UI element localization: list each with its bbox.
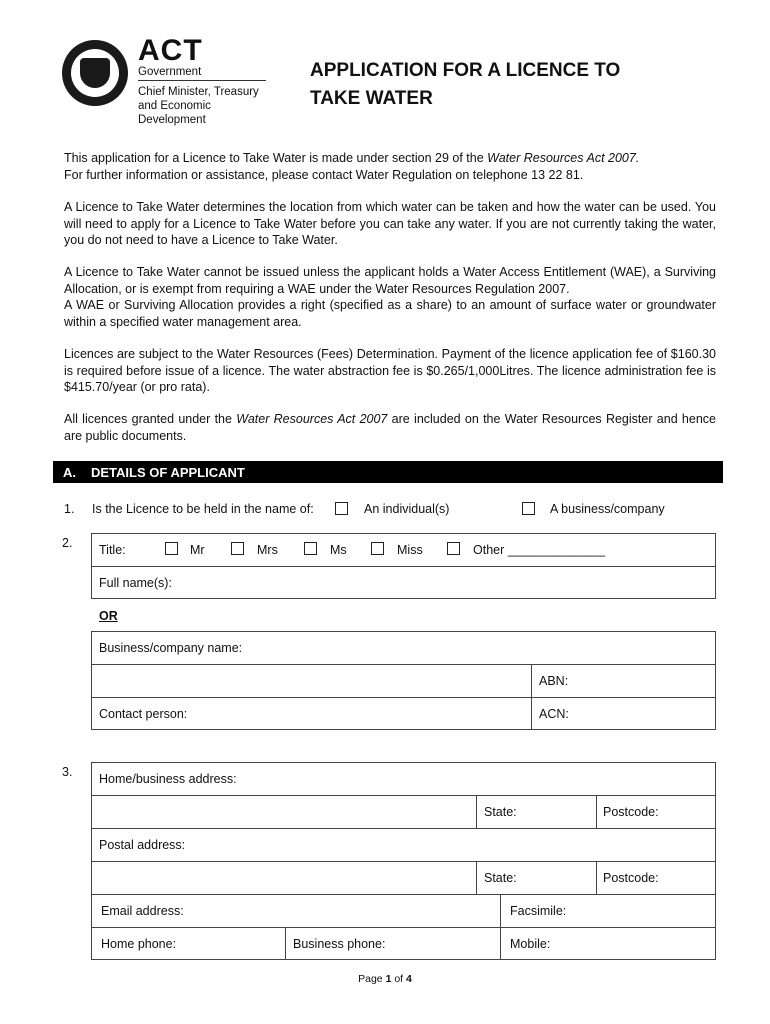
ms-label: Ms: [330, 543, 347, 557]
business-divider-2: [91, 697, 716, 698]
logo-department-text: Chief Minister, Treasury and Economic Development: [138, 86, 259, 126]
footer-of-word: of: [394, 973, 404, 985]
intro-p1-act: Water Resources Act 2007.: [487, 151, 640, 165]
abn-label: ABN:: [539, 674, 569, 688]
miss-label: Miss: [397, 543, 423, 557]
state-label-1: State:: [484, 805, 517, 819]
contact-person-label: Contact person:: [99, 707, 188, 721]
home-phone-label: Home phone:: [101, 937, 177, 951]
section-title: DETAILS OF APPLICANT: [91, 465, 245, 480]
intro-p1-contact: For further information or assistance, please contact Water Regulation on telephone 13 22 81.: [64, 167, 584, 182]
intro-p5-rest: are included on the Water Resources Register and hence are public documents.: [64, 412, 716, 443]
address-divider-1: [91, 795, 716, 796]
postal-address-label: Postal address:: [99, 838, 186, 852]
acn-label: ACN:: [539, 707, 569, 721]
mrs-checkbox[interactable]: [231, 542, 244, 555]
facsimile-label: Facsimile:: [510, 904, 567, 918]
q1-number: 1.: [64, 502, 75, 516]
state-divider-2: [476, 861, 477, 894]
phone-col-divider: [285, 927, 286, 960]
email-label: Email address:: [101, 904, 184, 918]
home-address-label: Home/business address:: [99, 772, 237, 786]
intro-paragraph-5: [64, 411, 716, 444]
mr-checkbox[interactable]: [165, 542, 178, 555]
ms-checkbox[interactable]: [304, 542, 317, 555]
address-divider-2: [91, 828, 716, 829]
intro-p3-text: A Licence to Take Water cannot be issued unless the applicant holds a Water Access Entitlement (WAE), a Surviving Allocation, or is exempt from requiring a WAE under the Water Resources Regulation 2007.: [64, 265, 716, 296]
act-coat-of-arms-icon: [80, 58, 110, 88]
business-phone-label: Business phone:: [293, 937, 386, 951]
logo-act-text: ACT: [138, 34, 203, 67]
business-label: A business/company: [550, 502, 665, 516]
mr-label: Mr: [190, 543, 205, 557]
intro-paragraph-4: Licences are subject to the Water Resources (Fees) Determination. Payment of the licence application fee of $160.30 is required before issue of a licence. The water abstraction fee is $0.265/1,000Litres. The licence administration fee is $415.70/year (or pro rata).: [64, 347, 716, 394]
intro-p1-text: This application for a Licence to Take Water is made under section 29 of the: [64, 151, 488, 165]
address-divider-5: [91, 927, 716, 928]
postcode-label-2: Postcode:: [603, 871, 659, 885]
intro-p3-wae: A WAE or Surviving Allocation provides a right (specified as a share) to an amount of surface water or groundwater within a specified water management area.: [64, 298, 716, 329]
state-label-2: State:: [484, 871, 517, 885]
postcode-divider-2: [596, 861, 597, 894]
other-label: Other ______________: [473, 543, 606, 557]
business-name-field[interactable]: [91, 664, 531, 697]
title-line-1: APPLICATION FOR A LICENCE TO: [310, 60, 621, 81]
footer-current-page: 1: [385, 973, 392, 985]
q3-number: 3.: [62, 765, 73, 779]
section-a-heading: [53, 461, 723, 483]
address-divider-4: [91, 894, 716, 895]
contact-col-divider: [500, 894, 501, 960]
other-checkbox[interactable]: [447, 542, 460, 555]
mrs-label: Mrs: [257, 543, 278, 557]
intro-p5-text: All licences granted under the: [64, 412, 237, 426]
q2-number: 2.: [62, 536, 73, 550]
business-name-label: Business/company name:: [99, 641, 243, 655]
footer-page-word: Page: [358, 973, 383, 985]
postcode-label-1: Postcode:: [603, 805, 659, 819]
business-checkbox[interactable]: [522, 502, 535, 515]
logo-government-text: Government: [138, 66, 202, 78]
state-divider-1: [476, 795, 477, 828]
section-letter: A.: [63, 465, 76, 480]
intro-paragraph-1: [64, 150, 716, 183]
full-name-label: Full name(s):: [99, 576, 172, 590]
individual-label: An individual(s): [364, 502, 450, 516]
full-name-field[interactable]: [91, 566, 716, 599]
individual-checkbox[interactable]: [335, 502, 348, 515]
business-col-divider: [531, 664, 532, 730]
logo-divider: [138, 80, 266, 81]
address-divider-3: [91, 861, 716, 862]
intro-paragraph-3: [64, 264, 716, 330]
intro-paragraph-2: A Licence to Take Water determines the location from which water can be taken and how the water can be used. You will need to apply for a Licence to Take Water before you can take any water. If you are not currently taking the water, you do not need to have a Licence to Take Water.: [64, 200, 716, 247]
title-label: Title:: [99, 543, 126, 557]
page-title: [310, 57, 670, 113]
intro-p5-act: Water Resources Act 2007: [236, 412, 388, 426]
postcode-divider-1: [596, 795, 597, 828]
q1-question: Is the Licence to be held in the name of:: [92, 502, 314, 516]
footer-total-pages: 4: [406, 973, 412, 985]
title-line-2: TAKE WATER: [310, 88, 433, 109]
miss-checkbox[interactable]: [371, 542, 384, 555]
mobile-label: Mobile:: [510, 937, 551, 951]
or-label: OR: [99, 609, 118, 623]
page-number: [0, 973, 770, 985]
